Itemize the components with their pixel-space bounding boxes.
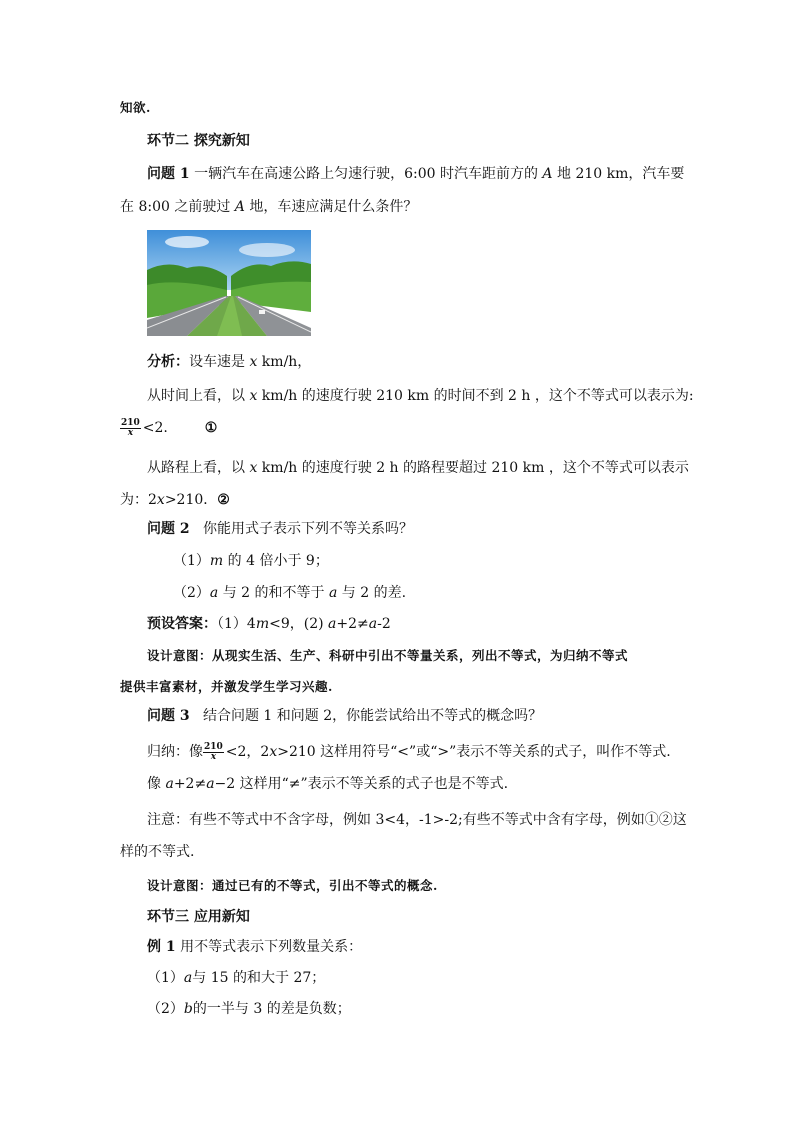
q1-label: 问题 1 [147,166,190,182]
preset-label: 预设答案： [147,616,217,632]
preset-a: （1）4 [217,616,256,632]
q2-text: 你能用式子表示下列不等关系吗？ [202,521,413,537]
analysis-l4a: 从路程上看，以 [147,460,250,476]
ineq1: <2. [142,420,168,436]
design-intent-1-line1: 设计意图：从现实生活、生产、科研中引出不等量关系，列出不等式，为归纳不等式 [147,648,629,663]
analysis-l5a: 为：2 [120,492,157,508]
summary-a: 归纳：像 [147,744,203,760]
q2-item2-c: 与 2 的差. [337,585,407,601]
q2-item1-a: （1） [173,553,210,569]
preset-c: +2≠ [336,616,369,632]
preset-var-a: a [328,616,337,632]
summary-b: <2，2 [225,744,270,760]
ex1-label: 例 1 [147,939,176,955]
summary-frac-den: x [210,751,217,762]
q2-item2-b: 与 2 的和不等于 [218,585,329,601]
preset-answer [147,614,391,634]
fraction-210-over-x [120,419,141,438]
var-A: A [542,166,553,182]
ex1-line [147,937,362,957]
ex1-var-a: a [183,970,193,986]
summary-line1 [147,742,671,762]
ex1-item1-a: （1） [147,970,184,986]
ex1-item1-b: 与 15 的和大于 27； [192,970,326,986]
q1-text-a: 一辆汽车在高速公路上匀速行驶，6:00 时汽车距前方的 [194,166,543,182]
section3-title: 环节三 应用新知 [147,909,250,925]
analysis-l2b: km/h 的速度行驶 210 km 的时间不到 2 h ，这个不等式可以表示为: [257,388,694,404]
ex1-item2-b: 的一半与 3 的差是负数； [192,1001,351,1017]
q2-item1 [173,551,329,571]
var-x-3: x [249,460,258,476]
q3-label: 问题 3 [147,708,190,724]
ex1-item2-a: （2） [147,1001,184,1017]
var-x-4: x [156,492,165,508]
summary-frac-num: 210 [204,741,223,752]
var-A-2: A [234,199,245,215]
analysis-l4b: km/h 的速度行驶 2 h 的路程要超过 210 km ，这个不等式可以表示 [257,460,689,476]
q2-line [147,519,413,539]
q1-text-b: 地 210 km，汽车要 [552,166,685,182]
frac-den: x [127,427,134,438]
section2-title: 环节二 探究新知 [147,133,250,149]
var-x: x [249,354,258,370]
summary-l2b: +2≠ [173,776,207,792]
top-line: 知欲. [120,100,151,115]
q2-label: 问题 2 [147,521,190,537]
var-x-2: x [249,388,258,404]
circle-1: ① [204,420,218,436]
note-line2: 样的不等式. [120,844,195,860]
fraction-210-over-x-2 [203,743,224,762]
q2-item2-a: （2） [173,585,210,601]
preset-b: <9，(2) [269,616,329,632]
q1-line2-b: 地，车速应满足什么条件？ [244,199,418,215]
design-intent-2: 设计意图：通过已有的不等式，引出不等式的概念. [147,878,438,893]
analysis-l5b: >210． [164,492,218,508]
summary-l2a: 像 [147,776,166,792]
circle-2: ② [217,492,230,508]
q1-line2 [120,197,417,217]
summary-l2c: −2 这样用“≠”表示不等关系的式子也是不等式. [214,776,509,792]
q2-item2 [173,583,406,603]
analysis-line5 [120,490,230,510]
analysis-ineq1 [120,418,217,438]
summary-var-a-2: a [206,776,215,792]
var-m: m [209,553,224,569]
ex1-var-b: b [183,1001,193,1017]
analysis-label: 分析： [147,354,189,370]
summary-c: >210 这样用符号“<”或“>”表示不等关系的式子，叫作不等式. [277,744,671,760]
preset-var-m: m [255,616,270,632]
analysis-l1a: 设车速是 [189,354,250,370]
analysis-line2 [147,386,694,406]
summary-line2 [147,774,508,794]
preset-var-a-2: a [368,616,378,632]
note-line1: 注意：有些不等式中不含字母，例如 3<4，-1>-2;有些不等式中含有字母，例如①②这 [147,812,687,828]
q2-item1-b: 的 4 倍小于 9； [223,553,329,569]
summary-var-a: a [165,776,174,792]
analysis-line4 [147,458,689,478]
var-a-2: a [329,585,338,601]
q3-text: 结合问题 1 和问题 2，你能尝试给出不等式的概念吗？ [202,708,543,724]
highway-photo [147,230,311,336]
q1-line2-a: 在 8:00 之前驶过 [120,199,235,215]
preset-d: -2 [377,616,391,632]
analysis-l2a: 从时间上看，以 [147,388,250,404]
var-a: a [209,585,219,601]
q1-line1 [147,164,684,184]
analysis-l1b: km/h， [257,354,312,370]
summary-var-x: x [269,744,278,760]
q3-line [147,706,542,726]
ex1-item2 [147,999,351,1019]
design-intent-1-line2: 提供丰富素材，并激发学生学习兴趣. [120,679,333,694]
ex1-item1 [147,968,325,988]
ex1-text: 用不等式表示下列数量关系： [180,939,363,955]
analysis-line1 [147,352,311,372]
frac-num: 210 [121,417,140,428]
